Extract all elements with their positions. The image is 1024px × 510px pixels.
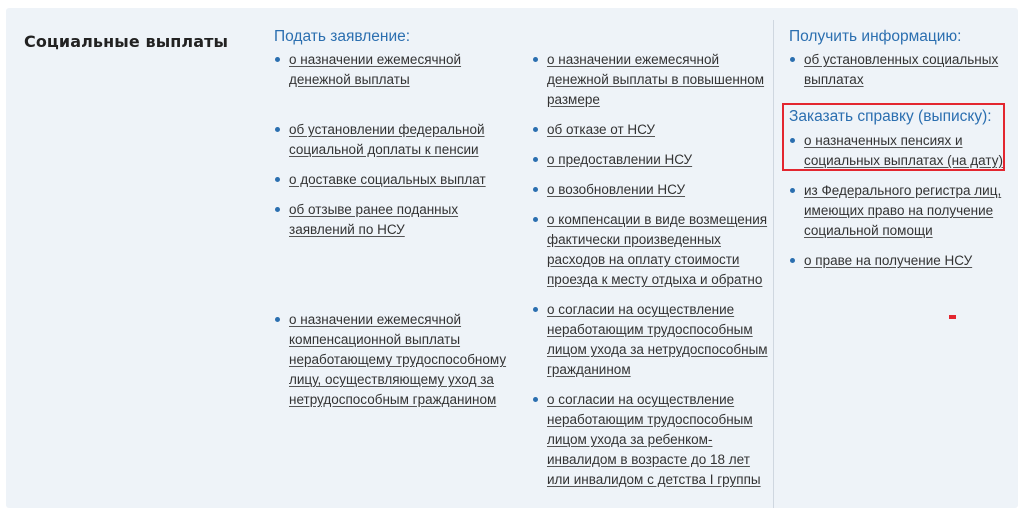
apply-list-col2 bbox=[532, 50, 768, 490]
link-assigned-pensions-on-date[interactable]: о назначенных пенсиях и социальных выплатах (на дату) bbox=[804, 133, 1003, 168]
list-item bbox=[532, 120, 768, 140]
bullet-icon bbox=[275, 310, 281, 330]
apply-list-col1 bbox=[274, 50, 514, 410]
bullet-icon bbox=[275, 170, 281, 190]
info-group-title: Получить информацию: bbox=[789, 28, 962, 45]
link-resume-nsu[interactable]: о возобновлении НСУ bbox=[547, 182, 686, 197]
link-travel-compensation[interactable]: о компенсации в виде возмещения фактически произведенных расходов на оплату стоимости проезда к месту отдыха и обратно bbox=[547, 212, 768, 287]
bullet-icon bbox=[533, 180, 539, 200]
red-marker bbox=[949, 315, 956, 319]
social-payments-panel bbox=[6, 8, 1018, 508]
link-refuse-nsu[interactable]: об отказе от НСУ bbox=[547, 122, 656, 137]
list-item bbox=[274, 170, 514, 190]
bullet-icon bbox=[275, 50, 281, 70]
link-provide-nsu[interactable]: о предоставлении НСУ bbox=[547, 152, 693, 167]
list-item bbox=[274, 200, 514, 240]
list-item bbox=[789, 50, 1011, 90]
link-consent-care-disabled-citizen[interactable]: о согласии на осуществление неработающим трудоспособным лицом ухода за нетрудоспособным гражданином bbox=[547, 302, 768, 377]
list-item bbox=[274, 120, 514, 160]
column-divider bbox=[773, 20, 774, 508]
bullet-icon bbox=[533, 50, 539, 70]
info-list bbox=[789, 50, 1011, 90]
link-monthly-cash-payment[interactable]: о назначении ежемесячной денежной выплаты bbox=[289, 52, 462, 87]
section-title: Социальные выплаты bbox=[24, 32, 229, 51]
certificate-group-title: Заказать справку (выписку): bbox=[789, 108, 992, 125]
link-established-social-payments[interactable]: об установленных социальных выплатах bbox=[804, 52, 999, 87]
link-increased-monthly-payment[interactable]: о назначении ежемесячной денежной выплаты в повышенном размере bbox=[547, 52, 765, 107]
bullet-icon bbox=[790, 181, 796, 201]
list-item bbox=[274, 50, 514, 90]
list-item bbox=[789, 251, 1011, 271]
link-consent-care-disabled-child[interactable]: о согласии на осуществление неработающим трудоспособным лицом ухода за ребенком-инвалидом в возрасте до 18 лет или инвалидом с детства I группы bbox=[547, 392, 761, 487]
bullet-icon bbox=[790, 251, 796, 271]
link-compensation-payment-caregiver[interactable]: о назначении ежемесячной компенсационной выплаты неработающему трудоспособному лицу, осуществляющему уход за нетрудоспособным гражданином bbox=[289, 312, 507, 407]
bullet-icon bbox=[275, 120, 281, 140]
bullet-icon bbox=[275, 200, 281, 220]
link-withdraw-nsu-applications[interactable]: об отзыве ранее поданных заявлений по НСУ bbox=[289, 202, 459, 237]
bullet-icon bbox=[533, 210, 539, 230]
bullet-icon bbox=[533, 300, 539, 320]
list-item bbox=[532, 150, 768, 170]
link-delivery-of-payments[interactable]: о доставке социальных выплат bbox=[289, 172, 486, 187]
list-item bbox=[274, 310, 514, 410]
bullet-icon bbox=[533, 150, 539, 170]
list-item bbox=[532, 390, 772, 490]
list-item bbox=[532, 300, 768, 380]
link-right-to-nsu[interactable]: о праве на получение НСУ bbox=[804, 253, 973, 268]
list-item bbox=[532, 50, 768, 110]
list-item bbox=[532, 210, 775, 290]
bullet-icon bbox=[790, 50, 796, 70]
link-federal-register-extract[interactable]: из Федерального регистра лиц, имеющих право на получение социальной помощи bbox=[804, 183, 1002, 238]
bullet-icon bbox=[533, 390, 539, 410]
apply-group-title: Подать заявление: bbox=[274, 28, 411, 45]
list-item bbox=[532, 180, 768, 200]
link-federal-social-supplement[interactable]: об установлении федеральной социальной доплаты к пенсии bbox=[289, 122, 485, 157]
highlight-box bbox=[782, 103, 1005, 171]
bullet-icon bbox=[533, 120, 539, 140]
list-item bbox=[789, 181, 1011, 241]
